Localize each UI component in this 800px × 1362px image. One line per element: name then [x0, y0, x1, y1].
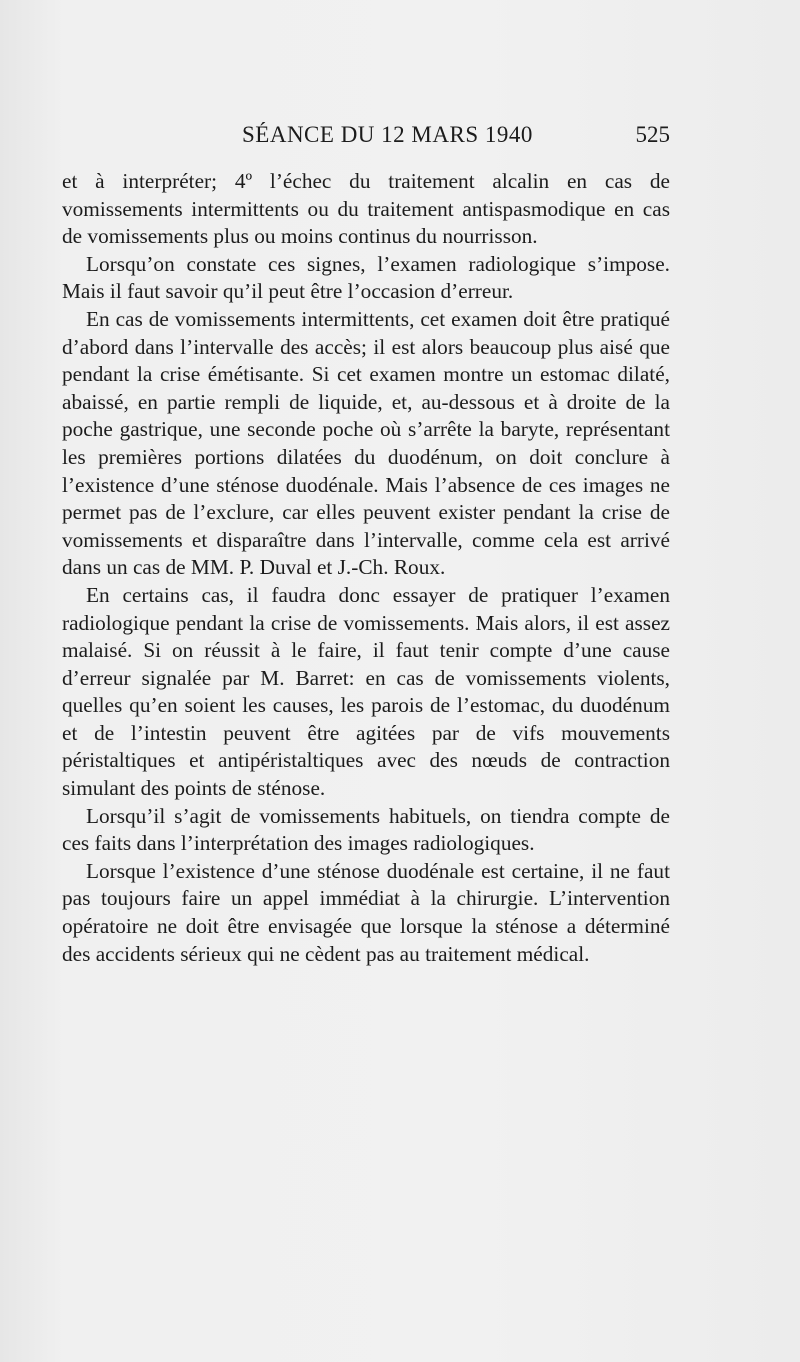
paragraph-radiologic-exam: Lorsqu’on constate ces signes, l’examen radiologique s’impose. Mais il faut savoir qu’il peut être l’occasion d’erreur.: [62, 251, 670, 304]
paragraph-continuation: et à interpréter; 4º l’échec du traitement alcalin en cas de vomissements intermittents ou du traitement antispasmodique en cas de vomissements plus ou moins continus du nourrisson.: [62, 169, 670, 249]
body-text: [62, 168, 670, 968]
paragraph-habitual-vomiting: Lorsqu’il s’agit de vomissements habituels, on tiendra compte de ces faits dans l’interprétation des images radiologiques.: [62, 803, 670, 856]
paragraph-surgery: Lorsque l’existence d’une sténose duodénale est certaine, il ne faut pas toujours faire un appel immédiat à la chirurgie. L’intervention opératoire ne doit être envisagée que lorsque la sténose a déterminé des accidents sérieux qui ne cèdent pas au traitement médical.: [62, 858, 670, 966]
running-head: [62, 122, 670, 152]
paragraph-exam-during-crisis: En certains cas, il faudra donc essayer de pratiquer l’examen radiologique pendant la crise de vomissements. Mais alors, il est assez malaisé. Si on réussit à le faire, il faut tenir compte d’une cause d’erreur signalée par M. Barret: en cas de vomissements violents, quelles qu’en soient les causes, les parois de l’estomac, du duodénum et de l’intestin peuvent être agitées par de vifs mouvements péristaltiques et antipéristaltiques avec des nœuds de contraction simulant des points de sténose.: [62, 582, 670, 801]
page-number: 525: [635, 122, 670, 147]
running-head-title: SÉANCE DU 12 MARS 1940: [242, 122, 533, 147]
paragraph-intermittent-vomiting: En cas de vomissements intermittents, cet examen doit être pratiqué d’abord dans l’intervalle des accès; il est alors beaucoup plus aisé que pendant la crise émétisante. Si cet examen montre un estomac dilaté, abaissé, en partie rempli de liquide, et, au-dessous et à droite de la poche gastrique, une seconde poche où s’arrête la baryte, représentant les premières portions dilatées du duodénum, on doit conclure à l’existence d’une sténose duodénale. Mais l’absence de ces images ne permet pas de l’exclure, car elles peuvent exister pendant la crise de vomissements et disparaître dans l’intervalle, comme cela est arrivé dans un cas de MM. P. Duval et J.-Ch. Roux.: [62, 306, 670, 580]
